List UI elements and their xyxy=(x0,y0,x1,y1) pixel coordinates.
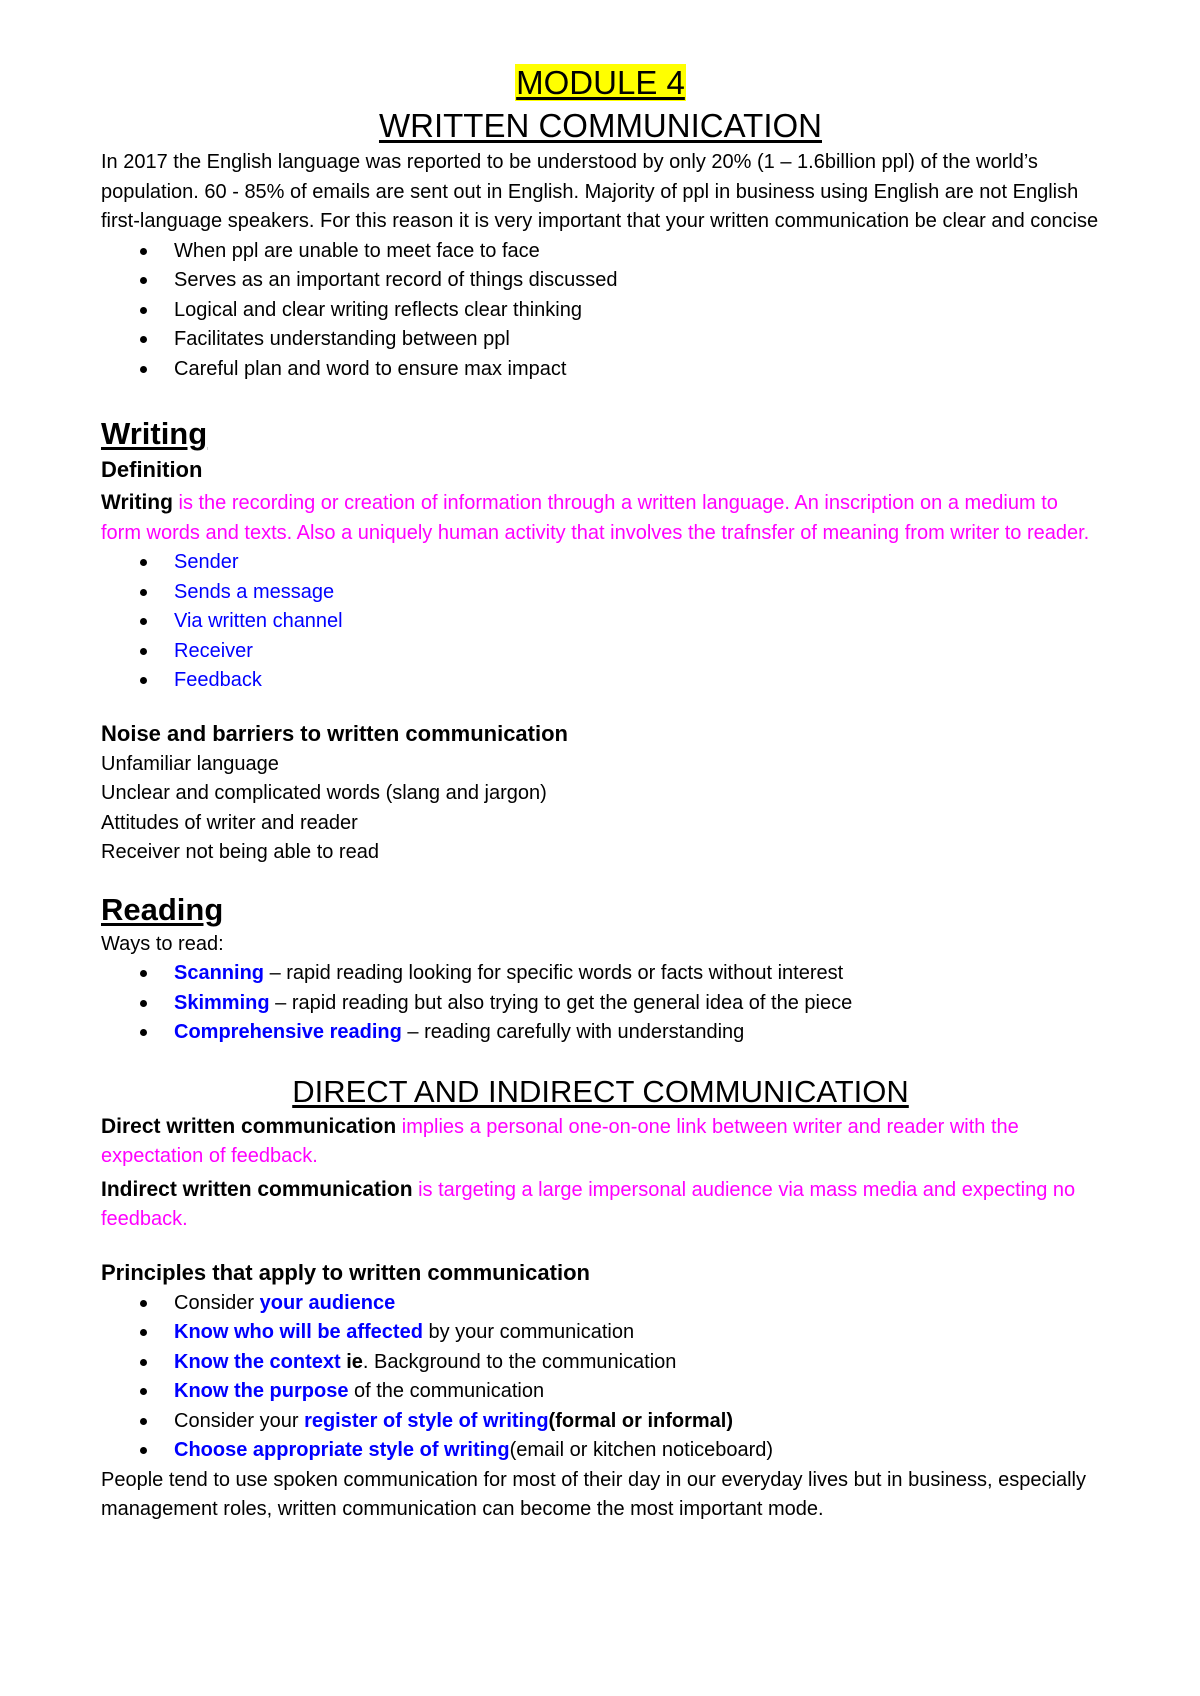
writing-bullet-list xyxy=(101,548,1100,696)
noise-line: Unclear and complicated words (slang and jargon) xyxy=(101,782,547,804)
page-title: WRITTEN COMMUNICATION xyxy=(378,107,822,144)
list-item: Skimming – rapid reading but also trying to get the general idea of the piece xyxy=(101,989,1100,1019)
list-item: Facilitates understanding between ppl xyxy=(101,325,1100,355)
noise-line: Unfamiliar language xyxy=(101,752,279,775)
bullet-icon xyxy=(140,277,147,284)
noise-heading: Noise and barriers to written communication xyxy=(101,720,568,746)
list-item: Sends a message xyxy=(101,578,1100,608)
bullet-icon xyxy=(140,1388,147,1395)
list-item: Scanning – rapid reading looking for specific words or facts without interest xyxy=(101,959,1100,989)
bullet-icon xyxy=(140,677,147,684)
list-item: Choose appropriate style of writing(email or kitchen noticeboard) xyxy=(101,1436,1100,1466)
intro-bullet-list xyxy=(101,237,1100,385)
principles-bullet-list xyxy=(101,1289,1100,1466)
bullet-icon xyxy=(140,248,147,255)
bullet-icon xyxy=(140,1418,147,1425)
bullet-icon xyxy=(140,559,147,566)
list-item: Via written channel xyxy=(101,607,1100,637)
reading-bullet-list xyxy=(101,959,1100,1048)
bullet-icon xyxy=(140,1359,147,1366)
list-item: Receiver xyxy=(101,637,1100,667)
bullet-icon xyxy=(140,336,147,343)
list-item: Know the purpose of the communication xyxy=(101,1377,1100,1407)
closing-paragraph: People tend to use spoken communication for most of their day in our everyday lives but in business, especially management roles, written communication can become the most important mode. xyxy=(101,1468,1086,1520)
intro-paragraph: In 2017 the English language was reported to be understood by only 20% (1 – 1.6billion ppl) of the world’s population. 60 - 85% of emails are sent out in English. Majority of ppl in business using English are not English first-language speakers. For this reason it is very important that your written communication be clear and concise xyxy=(101,151,1099,232)
indirect-definition: Indirect written communication is targeting a large impersonal audience via mass media and expecting no feedback. xyxy=(101,1177,1076,1230)
bullet-icon xyxy=(140,1000,147,1007)
noise-line: Attitudes of writer and reader xyxy=(101,811,358,834)
bullet-icon xyxy=(140,1029,147,1036)
bullet-icon xyxy=(140,366,147,373)
bullet-icon xyxy=(140,1300,147,1307)
list-item: Sender xyxy=(101,548,1100,578)
bullet-icon xyxy=(140,618,147,625)
definition-label: Definition xyxy=(101,457,203,482)
bullet-icon xyxy=(140,307,147,314)
list-item: Know the context ie. Background to the communication xyxy=(101,1348,1100,1378)
list-item: Feedback xyxy=(101,666,1100,696)
list-item: Know who will be affected by your communication xyxy=(101,1318,1100,1348)
writing-definition: Writing is the recording or creation of information through a written language. An inscription on a medium to form words and texts. Also a uniquely human activity that involves the trafnsfer of meaning from writer to reader. xyxy=(101,491,1090,544)
list-item: Consider your audience xyxy=(101,1289,1100,1319)
writing-heading: Writing xyxy=(101,416,208,451)
reading-heading: Reading xyxy=(101,891,224,927)
list-item: Comprehensive reading – reading carefully with understanding xyxy=(101,1018,1100,1048)
list-item: When ppl are unable to meet face to face xyxy=(101,237,1100,267)
reading-intro: Ways to read: xyxy=(101,932,224,955)
principles-heading: Principles that apply to written communication xyxy=(101,1259,590,1285)
direct-indirect-heading: DIRECT AND INDIRECT COMMUNICATION xyxy=(292,1073,909,1109)
noise-line: Receiver not being able to read xyxy=(101,841,379,863)
list-item: Serves as an important record of things discussed xyxy=(101,266,1100,296)
list-item: Logical and clear writing reflects clear thinking xyxy=(101,296,1100,326)
module-label: MODULE 4 xyxy=(516,64,685,101)
list-item: Careful plan and word to ensure max impact xyxy=(101,355,1100,385)
direct-definition: Direct written communication implies a personal one-on-one link between writer and reader with the expectation of feedback. xyxy=(101,1114,1019,1167)
list-item: Consider your register of style of writing(formal or informal) xyxy=(101,1407,1100,1437)
bullet-icon xyxy=(140,970,147,977)
bullet-icon xyxy=(140,1329,147,1336)
bullet-icon xyxy=(140,1447,147,1454)
bullet-icon xyxy=(140,648,147,655)
bullet-icon xyxy=(140,589,147,596)
